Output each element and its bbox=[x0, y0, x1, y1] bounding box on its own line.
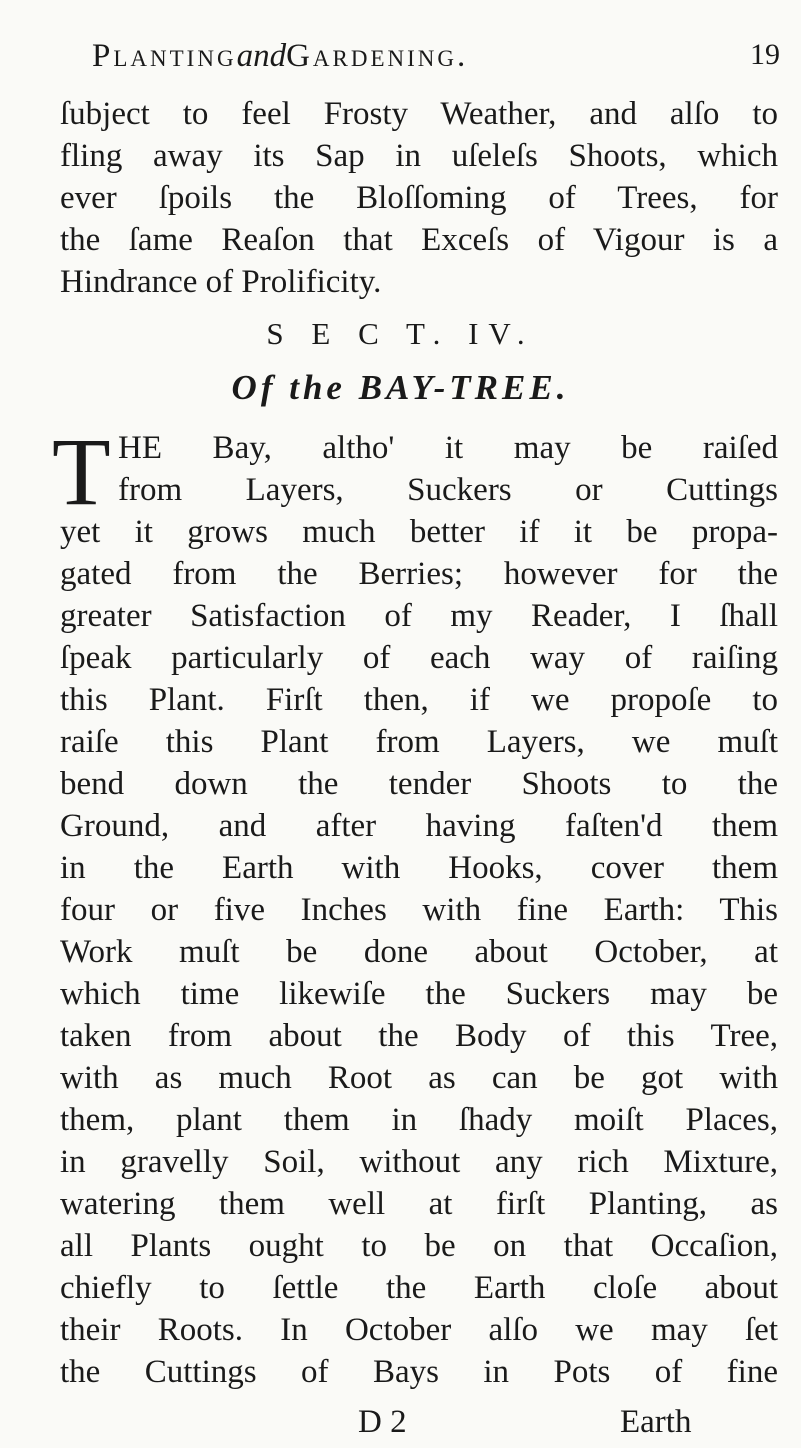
text-line: Hindrance of Prolificity. bbox=[60, 264, 382, 300]
text-line: which time likewiſe the Suckers may be bbox=[60, 976, 778, 1012]
drop-cap: T bbox=[52, 418, 111, 525]
text-line: yet it grows much better if it be propa- bbox=[60, 514, 778, 550]
text-line: ever ſpoils the Bloſſoming of Trees, for bbox=[60, 180, 778, 216]
text-line: taken from about the Body of this Tree, bbox=[60, 1018, 778, 1054]
text-line: in the Earth with Hooks, cover them bbox=[60, 850, 778, 886]
text-line: in gravelly Soil, without any rich Mixture, bbox=[60, 1144, 778, 1180]
text-line: from Layers, Suckers or Cuttings bbox=[118, 472, 778, 508]
text-line: their Roots. In October alſo we may ſet bbox=[60, 1312, 778, 1348]
section-label: S E C T. IV. bbox=[266, 316, 535, 351]
text-line: greater Satisfaction of my Reader, I ſhall bbox=[60, 598, 778, 634]
running-head bbox=[92, 38, 792, 78]
text-line: gated from the Berries; however for the bbox=[60, 556, 778, 592]
text-line: chiefly to ſettle the Earth cloſe about bbox=[60, 1270, 778, 1306]
text-line: bend down the tender Shoots to the bbox=[60, 766, 778, 802]
text-line: fling away its Sap in uſeleſs Shoots, which bbox=[60, 138, 778, 174]
text-line: the Cuttings of Bays in Pots of fine bbox=[60, 1354, 778, 1390]
text-line: ſubject to feel Frosty Weather, and alſo to bbox=[60, 96, 778, 132]
text-line: the ſame Reaſon that Exceſs of Vigour is a bbox=[60, 222, 778, 258]
text-line: this Plant. Firſt then, if we propoſe to bbox=[60, 682, 778, 718]
text-line: Ground, and after having faſten'd them bbox=[60, 808, 778, 844]
text-line: them, plant them in ſhady moiſt Places, bbox=[60, 1102, 778, 1138]
catchword: Earth bbox=[620, 1404, 692, 1440]
text-line: HE Bay, altho' it may be raiſed bbox=[118, 430, 778, 466]
text-line: Work muſt be done about October, at bbox=[60, 934, 778, 970]
running-head-and: and bbox=[236, 38, 287, 74]
text-line: watering them well at firſt Planting, as bbox=[60, 1186, 778, 1222]
text-line: ſpeak particularly of each way of raiſing bbox=[60, 640, 778, 676]
page-number: 19 bbox=[750, 38, 780, 71]
text-line: with as much Root as can be got with bbox=[60, 1060, 778, 1096]
text-line: raiſe this Plant from Layers, we muſt bbox=[60, 724, 778, 760]
running-head-planting: Planting bbox=[92, 38, 237, 74]
text-line: four or five Inches with fine Earth: This bbox=[60, 892, 778, 928]
section-title: Of the BAY-TREE. bbox=[231, 368, 570, 407]
signature-mark: D 2 bbox=[358, 1404, 407, 1440]
running-head-gardening: Gardening. bbox=[286, 38, 469, 74]
text-line: all Plants ought to be on that Occaſion, bbox=[60, 1228, 778, 1264]
